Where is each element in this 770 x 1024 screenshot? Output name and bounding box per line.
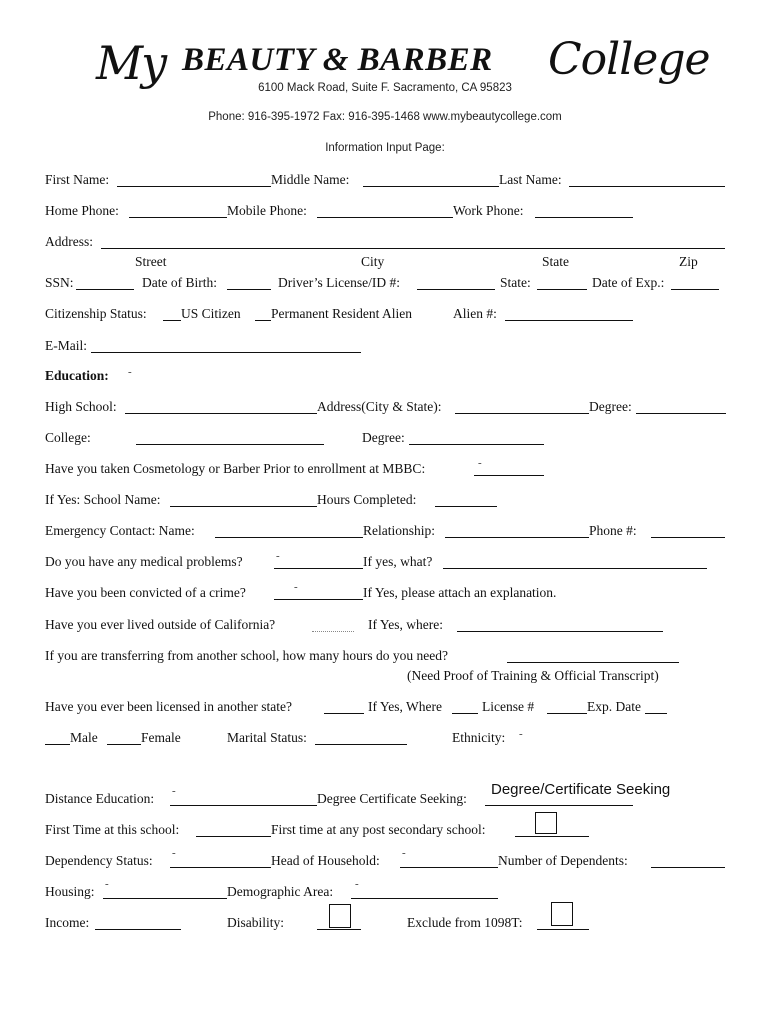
crime-explain-label: If Yes, please attach an explanation.: [363, 585, 557, 600]
date-exp-field[interactable]: [671, 275, 719, 290]
income-label: Income:: [45, 915, 90, 930]
alien-field[interactable]: [505, 306, 633, 321]
if-yes-what-field[interactable]: [443, 554, 707, 569]
distance-ed-label: Distance Education:: [45, 791, 155, 806]
email-row: [45, 338, 735, 356]
name-row: [45, 172, 735, 190]
dash-marker: -: [519, 728, 523, 740]
degree-seeking-label: Degree Certificate Seeking:: [317, 791, 467, 806]
home-phone-field[interactable]: [129, 203, 227, 218]
prior-cosmetology-field[interactable]: [474, 461, 544, 476]
outside-ca-field[interactable]: [312, 617, 354, 632]
last-name-label: Last Name:: [499, 172, 562, 187]
middle-name-label: Middle Name:: [271, 172, 350, 187]
exclude-1098t-label: Exclude from 1098T:: [407, 915, 523, 930]
mobile-phone-field[interactable]: [317, 203, 453, 218]
medical-label: Do you have any medical problems?: [45, 554, 243, 569]
city-label: City: [361, 254, 385, 269]
email-label: E-Mail:: [45, 338, 87, 353]
mobile-phone-label: Mobile Phone:: [227, 203, 307, 218]
dob-label: Date of Birth:: [142, 275, 217, 290]
first-time-school-label: First Time at this school:: [45, 822, 180, 837]
dash-marker: -: [276, 550, 280, 562]
proof-note: (Need Proof of Training & Official Transcript): [407, 668, 659, 683]
licensed-row: [45, 699, 735, 717]
emergency-phone-label: Phone #:: [589, 523, 637, 538]
street-label: Street: [135, 254, 167, 269]
degree-seeking-value[interactable]: Degree/Certificate Seeking: [491, 781, 671, 798]
emergency-name-field[interactable]: [215, 523, 363, 538]
dash-marker: -: [294, 581, 298, 593]
gender-row: [45, 730, 735, 748]
address-row: [45, 234, 735, 252]
hs-address-label: Address(City & State):: [317, 399, 442, 414]
outside-ca-row: [45, 617, 735, 635]
emergency-row: [45, 523, 735, 541]
license-num-field[interactable]: [547, 699, 587, 714]
ssn-label: SSN:: [45, 275, 74, 290]
if-yes-school-row: [45, 492, 735, 510]
license-label: Driver’s License/ID #:: [278, 275, 400, 290]
college-label: College:: [45, 430, 91, 445]
address-sublabels: [45, 254, 735, 272]
college-field[interactable]: [136, 430, 324, 445]
middle-name-field[interactable]: [363, 172, 499, 187]
alien-label: Alien #:: [453, 306, 497, 321]
first-time-row: [45, 822, 735, 840]
exclude-1098t-checkbox[interactable]: [551, 902, 573, 926]
marital-label: Marital Status:: [227, 730, 307, 745]
marital-field[interactable]: [315, 730, 407, 745]
school-address: 6100 Mack Road, Suite F. Sacramento, CA 95823: [258, 82, 512, 94]
license-state-field[interactable]: [537, 275, 587, 290]
first-name-label: First Name:: [45, 172, 110, 187]
emergency-phone-field[interactable]: [651, 523, 725, 538]
perm-resident-check[interactable]: [255, 306, 271, 321]
ethnicity-label: Ethnicity:: [452, 730, 506, 745]
work-phone-field[interactable]: [535, 203, 633, 218]
head-household-field[interactable]: [400, 853, 498, 868]
exp-date-field[interactable]: [645, 699, 667, 714]
prior-cosmetology-label: Have you taken Cosmetology or Barber Prior to enrollment at MBBC:: [45, 461, 426, 476]
relationship-label: Relationship:: [363, 523, 435, 538]
housing-field[interactable]: [103, 884, 227, 899]
home-phone-label: Home Phone:: [45, 203, 119, 218]
date-exp-label: Date of Exp.:: [592, 275, 665, 290]
first-time-school-field[interactable]: [196, 822, 271, 837]
work-phone-label: Work Phone:: [453, 203, 524, 218]
email-field[interactable]: [91, 338, 361, 353]
high-school-label: High School:: [45, 399, 117, 414]
state-label: State: [542, 254, 569, 269]
transfer-hours-field[interactable]: [507, 648, 679, 663]
medical-row: [45, 550, 735, 572]
licensed-where-label: If Yes, Where: [368, 699, 442, 714]
us-citizen-label: US Citizen: [181, 306, 241, 321]
income-field[interactable]: [95, 915, 181, 930]
if-yes-what-label: If yes, what?: [363, 554, 433, 569]
dash-marker: -: [128, 366, 132, 378]
if-yes-school-label: If Yes: School Name:: [45, 492, 161, 507]
transfer-label: If you are transferring from another school, how many hours do you need?: [45, 648, 449, 663]
male-label: Male: [70, 730, 98, 745]
disability-label: Disability:: [227, 915, 284, 930]
ssn-row: [45, 275, 735, 293]
income-row: [45, 915, 735, 933]
prior-cosmetology-row: [45, 457, 735, 479]
dash-marker: -: [172, 785, 176, 797]
hs-degree-field[interactable]: [636, 399, 726, 414]
dash-marker: -: [105, 878, 109, 890]
licensed-other-label: Have you ever been licensed in another state?: [45, 699, 293, 714]
zip-label: Zip: [679, 254, 698, 269]
num-dependents-label: Number of Dependents:: [498, 853, 628, 868]
demographic-label: Demographic Area:: [227, 884, 334, 899]
dash-marker: -: [172, 847, 176, 859]
education-heading: Education:: [45, 368, 109, 383]
dash-marker: -: [355, 878, 359, 890]
exp-date-label: Exp. Date: [587, 699, 641, 714]
citizenship-label: Citizenship Status:: [45, 306, 147, 321]
college-degree-label: Degree:: [362, 430, 405, 445]
dash-marker: -: [478, 457, 482, 469]
transfer-row: [45, 648, 735, 666]
us-citizen-check[interactable]: [163, 306, 181, 321]
female-check[interactable]: [107, 730, 141, 745]
crime-label: Have you been convicted of a crime?: [45, 585, 246, 600]
ssn-field[interactable]: [76, 275, 134, 290]
crime-row: [45, 581, 735, 603]
hs-degree-label: Degree:: [589, 399, 632, 414]
if-yes-where-label: If Yes, where:: [368, 617, 443, 632]
first-name-field[interactable]: [117, 172, 271, 187]
first-time-post-checkbox[interactable]: [535, 812, 557, 834]
housing-label: Housing:: [45, 884, 95, 899]
high-school-field[interactable]: [125, 399, 317, 414]
dob-field[interactable]: [227, 275, 271, 290]
demographic-field[interactable]: [351, 884, 498, 899]
medical-field[interactable]: [274, 554, 363, 569]
high-school-row: [45, 399, 735, 417]
dependency-row: [45, 847, 735, 871]
distance-ed-row: [45, 781, 735, 809]
logo-college-script: College: [548, 34, 710, 85]
education-heading-row: [45, 368, 735, 386]
licensed-other-field[interactable]: [324, 699, 364, 714]
hs-address-field[interactable]: [455, 399, 589, 414]
female-label: Female: [141, 730, 181, 745]
relationship-field[interactable]: [445, 523, 589, 538]
license-num-label: License #: [482, 699, 535, 714]
page-title: Information Input Page:: [325, 142, 445, 154]
crime-field[interactable]: [274, 585, 363, 600]
college-degree-field[interactable]: [409, 430, 544, 445]
perm-resident-label: Permanent Resident Alien: [271, 306, 412, 321]
logo-title: BEAUTY & BARBER: [182, 42, 493, 78]
citizenship-row: [45, 306, 735, 324]
hours-completed-field[interactable]: [435, 492, 497, 507]
hours-completed-label: Hours Completed:: [317, 492, 417, 507]
num-dependents-field[interactable]: [651, 853, 725, 868]
logo-my-script: My: [96, 36, 166, 90]
housing-row: [45, 878, 735, 902]
head-household-label: Head of Household:: [271, 853, 380, 868]
last-name-field[interactable]: [569, 172, 725, 187]
proof-row: [45, 668, 735, 686]
license-state-label: State:: [500, 275, 531, 290]
disability-checkbox[interactable]: [329, 904, 351, 928]
dependency-label: Dependency Status:: [45, 853, 153, 868]
college-row: [45, 430, 735, 448]
license-field[interactable]: [417, 275, 495, 290]
dependency-field[interactable]: [170, 853, 271, 868]
dash-marker: -: [402, 847, 406, 859]
distance-ed-field[interactable]: [170, 791, 317, 806]
address-label: Address:: [45, 234, 93, 249]
if-yes-where-field[interactable]: [457, 617, 663, 632]
emergency-label: Emergency Contact: Name:: [45, 523, 195, 538]
licensed-where-field[interactable]: [452, 699, 478, 714]
first-time-post-label: First time at any post secondary school:: [271, 822, 486, 837]
outside-ca-label: Have you ever lived outside of California?: [45, 617, 276, 632]
college-logo: [90, 28, 710, 108]
address-field[interactable]: [101, 234, 725, 249]
phone-row: [45, 203, 735, 221]
male-check[interactable]: [45, 730, 70, 745]
school-contact: Phone: 916-395-1972 Fax: 916-395-1468 www.mybeautycollege.com: [208, 111, 562, 123]
if-yes-school-field[interactable]: [170, 492, 317, 507]
